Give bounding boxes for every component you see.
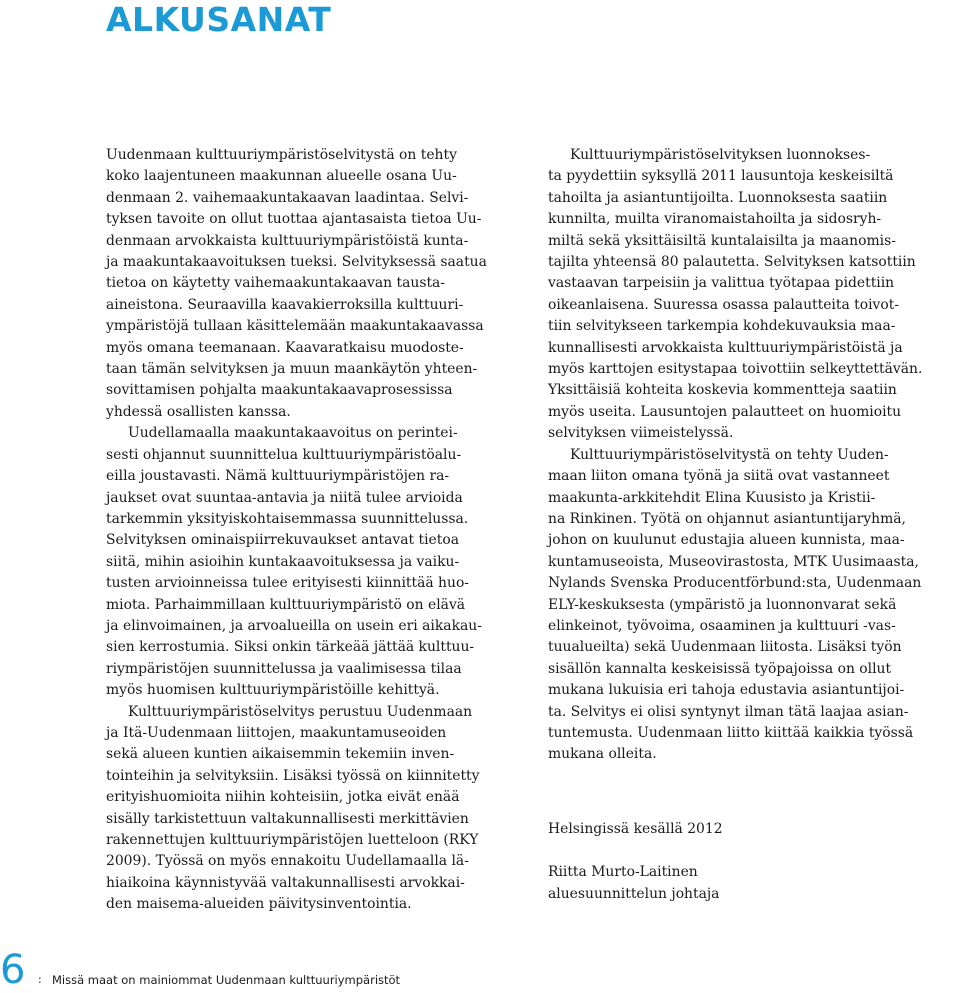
paragraph: Kulttuuriympäristöselvityksen luonnokses- ta pyydettiin syksyllä 2011 lausuntoja keskeisiltä tahoilta ja asiantuntijoilta. Luonnoksesta saatiin kunnilta, muilta viranomaistahoilta ja sidosryh- miltä sekä yksittäisiltä kuntalaisilta ja maanomis- tajilta yhteensä 80 palautetta. Selvityksen katsottiin vastaavan tarpeisiin ja valittua työtapaa pidettiin oikeanlaisena. Suuressa osassa palautteita toivot- tiin selvitykseen tarkempia kohdekuvauksia maa- kunnallisesti arvokkaista kulttuuriympäristöistä ja myös karttojen esitystapaa toivottiin selkeyttettävän. Yksittäisiä kohteita koskevia kommentteja saatiin myös useita. Lausuntojen palautteet on huomioitu selvityksen viimeistelyssä. bbox=[548, 147, 923, 442]
page-title: ALKUSANAT bbox=[106, 0, 332, 39]
signature-place-date: Helsingissä kesällä 2012 bbox=[548, 821, 723, 837]
paragraph: Uudenmaan kulttuuriympäristöselvitystä on tehty koko laajentuneen maakunnan alueelle osana Uu- denmaan 2. vaihemaakuntakaavan laadintaa. Selvi- tyksen tavoite on ollut tuottaa ajantasaista tietoa Uu- denmaan arvokkaista kulttuuriympäristöistä kunta- ja maakuntakaavoituksen tueksi. Selvityksessä saatua tietoa on käytetty vaihemaakuntakaavan tausta- aineistona. Seuraavilla kaavakierroksilla kulttuuri- ympäristöjä tullaan käsittelemään maakuntakaavassa myös omana teemanaan. Kaavaratkaisu muodoste- taan tämän selvityksen ja muun maankäytön yhteen- sovittamisen pohjalta maakuntakaavaprosessissa yhdessä osallisten kanssa. bbox=[106, 147, 487, 420]
paragraph: Kulttuuriympäristöselvitystä on tehty Uuden- maan liiton omana työnä ja siitä ovat vastanneet maakunta-arkkitehdit Elina Kuusisto ja Kristii- na Rinkinen. Työtä on ohjannut asiantuntijaryhmä, johon on kuulunut edustajia alueen kunnista, maa- kuntamuseoista, Museovirastosta, MTK Uusimaasta, Nylands Svenska Producentförbund:sta, Uudenmaan ELY-keskuksesta (ympäristö ja luonnonvarat sekä elinkeinot, työvoima, osaaminen ja kulttuuri -vas- tuualueilta) sekä Uudenmaan liitosta. Lisäksi työn sisällön kannalta keskeisissä työpajoissa on ollut mukana lukuisia eri tahoja edustavia asiantuntijoi- ta. Selvitys ei olisi syntynyt ilman tätä laajaa asian- tuntemusta. Uudenmaan liitto kiittää kaikkia työssä mukana olleita. bbox=[548, 446, 922, 763]
right-text-column bbox=[548, 145, 958, 766]
paragraph: Kulttuuriympäristöselvitys perustuu Uudenmaan ja Itä-Uudenmaan liittojen, maakuntamuseoiden sekä alueen kuntien aikaisemmin tekemiin inven- tointeihin ja selvityksiin. Lisäksi työssä on kiinnitetty erityishuomioita niihin kohteisiin, jotka eivät enää sisälly tarkistettuun valtakunnallisesti merkittävien rakennettujen kulttuuriympäristöjen luetteloon (RKY 2009). Työssä on myös ennakoitu Uudellamaalla lä- hiaikoina käynnistyvää valtakunnallisesti arvokkai- den maisema-alueiden päivitysinventointia. bbox=[106, 703, 480, 913]
footer-publication-title: Missä maat on mainiommat Uudenmaan kulttuuriympäristöt bbox=[52, 973, 401, 987]
footer-separator: : bbox=[38, 973, 42, 986]
paragraph: Uudellamaalla maakuntakaavoitus on perintei- sesti ohjannut suunnittelua kulttuuriympäristöalu- eilla joustavasti. Nämä kulttuuriympäristöjen ra- jaukset ovat suuntaa-antavia ja niitä tulee arvioida tarkemmin yksityiskohtaisemmassa suunnittelussa. Selvityksen ominaispiirrekuvaukset antavat tietoa siitä, mihin asioihin kuntakaavoituksessa ja vaiku- tusten arvioinneissa tulee erityisesti kiinnittää huo- miota. Parhaimmillaan kulttuuriympäristö on elävä ja elinvoimainen, ja arvoalueilla on usein eri aikakau- sien kerrostumia. Siksi onkin tärkeää jättää kulttuu- riympäristöjen suunnittelussa ja vaalimisessa tilaa myös huomisen kulttuuriympäristöille kehittyä. bbox=[106, 425, 482, 699]
signature-name: Riitta Murto-Laitinen bbox=[548, 864, 698, 880]
signature-role: aluesuunnittelun johtaja bbox=[548, 886, 720, 902]
left-text-column bbox=[106, 145, 511, 916]
page-number: 6 bbox=[0, 947, 26, 993]
